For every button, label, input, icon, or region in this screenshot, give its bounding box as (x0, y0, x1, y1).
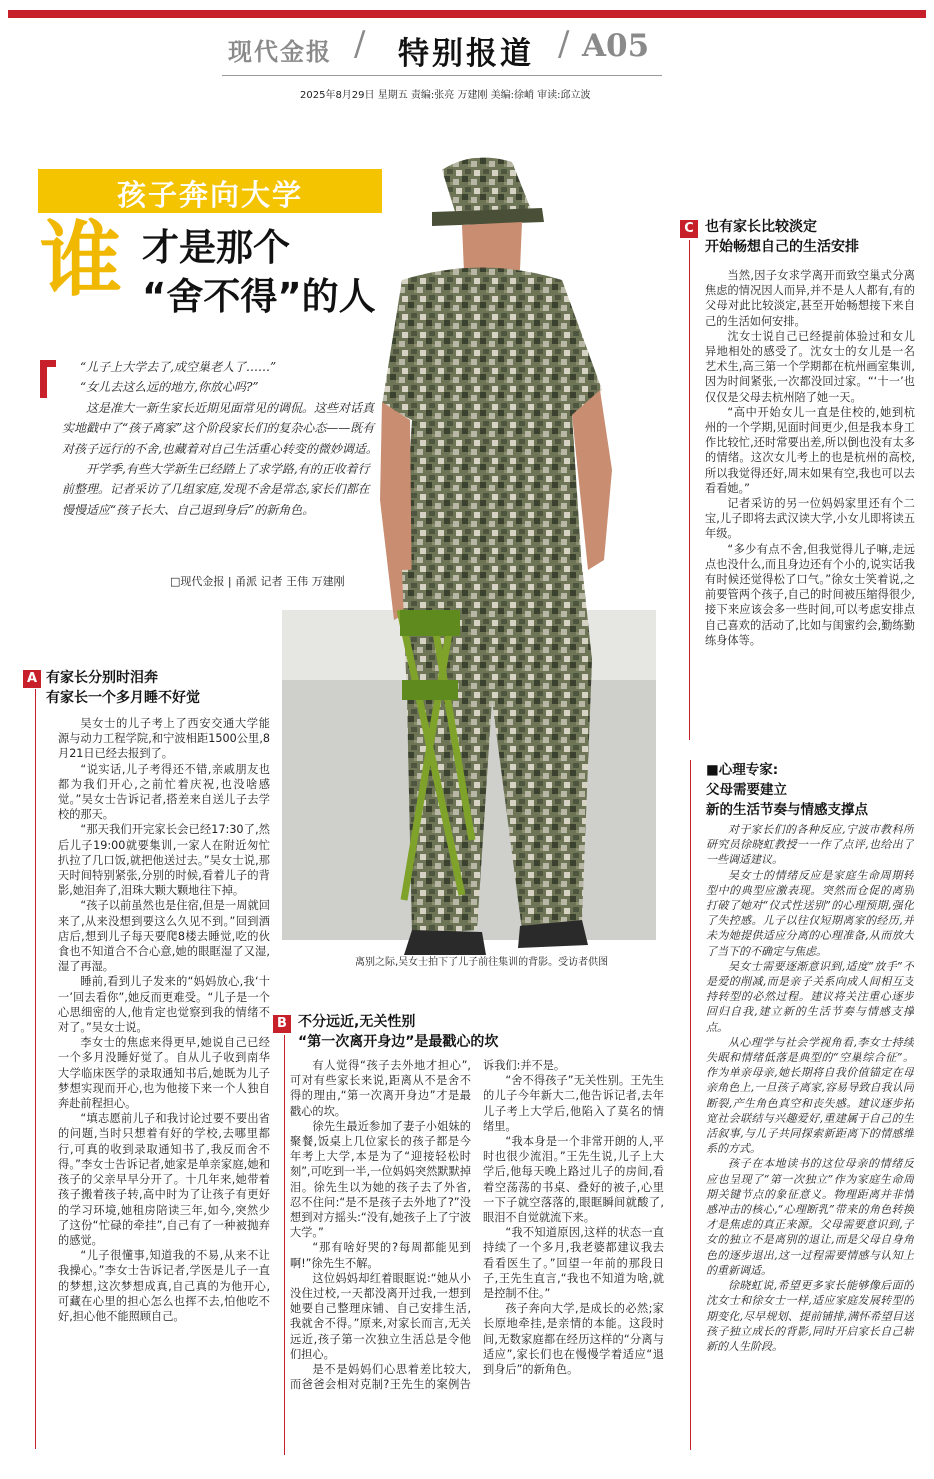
headline-line1: 才是那个 (142, 226, 290, 269)
masthead-divider: / (354, 24, 366, 64)
expert-rule (690, 760, 691, 1450)
expert-paragraph: 吴女士的情绪反应是家庭生命周期转型中的典型应激表现。突然而仓促的离别打破了她对“仪式性送别”的心理预期,强化了失控感。儿子以往仅短期离家的经历,并未为她提供适应分离的心理准备,从而放大了当下的不确定与焦虑。 (706, 868, 914, 958)
section-c-badge: C (680, 220, 698, 238)
section-b-title-line1: 不分远近,无关性别 (298, 1014, 416, 1030)
section-name: 特别报道 (398, 36, 534, 72)
section-c-title-line1: 也有家长比较淡定 (705, 219, 817, 235)
masthead-divider: / (558, 24, 570, 64)
section-a-paragraph: “说实话,儿子考得还不错,亲戚朋友也都为我们开心,之前忙着庆祝,也没啥感觉。”吴女士告诉记者,搭差来自送儿子去学校的那天。 (58, 762, 270, 822)
expert-title-line2: 父母需要建立 (706, 782, 787, 798)
section-b-paragraph: 孩子奔向大学,是成长的必然;家长原地牵挂,是亲情的本能。这段时间,无数家庭都在经历这样的“分离与适应”,家长们也在慢慢学着适应“退到身后”的新角色。 (483, 1302, 664, 1377)
masthead (0, 24, 934, 72)
section-b-badge: B (273, 1015, 291, 1033)
section-a-title-line1: 有家长分别时泪奔 (46, 670, 158, 686)
expert-title (706, 760, 868, 820)
section-c-paragraph: 当然,因子女求学离开而致空巢式分离焦虑的情况因人而异,并不是人人都有,有的父母对此比较淡定,甚至开始畅想接下来自己的生活如何安排。 (705, 269, 915, 328)
page-number: A05 (582, 28, 650, 64)
masthead-rule (222, 75, 662, 76)
expert-body (706, 822, 914, 1434)
section-b-paragraph: 是不是妈妈们心思着差比较大,而爸爸会相对克制?王先生的案例告诉我们:并不是。 (290, 1059, 566, 1392)
section-b-title (298, 1012, 498, 1052)
top-color-bar (8, 10, 926, 18)
expert-paragraph: 徐晓虹说,希望更多家长能够像后面的沈女士和徐女士一样,适应家庭发展转型的期变化,尽早规划、提前铺排,满怀希望目送孩子独立成长的背影,同时开启家长自己崭新的人生阶段。 (706, 1279, 914, 1353)
byline: □现代金报 | 甬派 记者 王伟 万建刚 (170, 575, 345, 588)
section-c-body (705, 268, 915, 728)
section-b-paragraph: “那有啥好哭的?每周都能见到啊!”徐先生不解。 (290, 1241, 471, 1270)
section-b-title-line2: “第一次离开身边”是最戳心的坎 (298, 1034, 499, 1050)
paper-name: 现代金报 (228, 37, 332, 66)
headline-kicker (38, 169, 382, 213)
section-b-paragraph: “我不知道原因,这样的状态一直持续了一个多月,我老婆都建议我去看看医生了。”回望一年前的那段日子,王先生直言,“我也不知道为啥,就是控制不住。” (483, 1226, 664, 1301)
section-b-paragraph: 这位妈妈却红着眼眶说:“她从小没住过校,一天都没离开过我,一想到她要自己整理床铺、自己安排生活,我就舍不得。”原来,对家长而言,无关远近,孩子第一次独立生活总是令他们担心。 (290, 1271, 471, 1361)
section-b-paragraph: “舍不得孩子”无关性别。王先生的儿子今年新大二,他告诉记者,去年儿子考上大学后,他陷入了莫名的情绪里。 (483, 1074, 664, 1133)
section-a-paragraph: 李女士的焦虑来得更早,她说自己已经一个多月没睡好觉了。自从儿子收到南华大学临床医学的录取通知书后,她既为儿子梦想实现而开心,也为他接下来一个人独自奔赴前程担心。 (58, 1036, 270, 1111)
kicker-text: 孩子奔向大学 (116, 178, 303, 212)
expert-paragraph: 吴女士需要逐渐意识到,适度“放手”不是爱的削减,而是亲子关系向成人间相互支持转型的必然过程。建议将关注重心逐步回归自我,建立新的生活节奏与情感支撑点。 (706, 959, 914, 1034)
section-b-paragraph: “我本身是一个非常开朗的人,平时也很少流泪。”王先生说,儿子上大学后,他每天晚上路过儿子的房间,看着空荡荡的书桌、叠好的被子,心里一下子就空落落的,眼眶瞬间就酸了,眼泪不自觉就流下来。 (483, 1135, 664, 1225)
section-a-badge: A (23, 670, 41, 688)
section-c-title-line2: 开始畅想自己的生活安排 (705, 239, 859, 255)
section-a-title (46, 668, 200, 708)
section-c-paragraph: 沈女士说自己已经提前体验过和女儿异地相处的感受了。沈女士的女儿是一名艺术生,高三第一个学期都在杭州画室集训,因为时间紧张,一次都没回过家。“‘十一’也仅仅是父母去杭州陪了她一天。 (705, 329, 915, 404)
section-a-paragraph: 吴女士的儿子考上了西安交通大学能源与动力工程学院,和宁波相距1500公里,8月21日已经去报到了。 (58, 717, 270, 761)
headline-line2: “舍不得”的人 (142, 275, 376, 318)
expert-paragraph: 从心理学与社会学视角看,李女士持续失眠和情绪低落是典型的“空巢综合征”。作为单亲母亲,她长期将自我价值锚定在母亲角色上,一旦孩子离家,容易导致自我认同断裂,产生角色真空和丧失感。建议逐步拓宽社会联结与兴趣爱好,重建属于自己的生活叙事,与儿子共同探索新距离下的情感维系的方式。 (706, 1035, 914, 1156)
section-a-paragraph: “儿子很懂事,知道我的不易,从来不让我操心。”李女士告诉记者,学医是儿子一直的梦想,这次梦想成真,自己真的为他开心,可藏在心里的担心怎么也挥不去,怕他吃不好,担心他不能照顾自己。 (58, 1249, 270, 1323)
section-a-paragraph: 睡前,看到儿子发来的“妈妈放心,我‘十一’回去看你”,她反而更难受。“儿子是一个心思细密的人,他肯定也觉察到我的情绪不对了。”吴女士说。 (58, 975, 270, 1035)
photo-caption: 离别之际,吴女士拍下了儿子前往集训的背影。受访者供图 (355, 957, 609, 968)
expert-title-line1: ■心理专家: (706, 762, 779, 778)
intro-paragraph: “儿子上大学去了,成空巢老人了……” (80, 360, 277, 374)
section-c-paragraph: 记者采访的另一位妈妈家里还有个二宝,儿子即将去武汉读大学,小女儿即将读五年级。 (705, 497, 915, 541)
quote-bracket (40, 360, 56, 398)
section-a-paragraph: “孩子以前虽然也是住宿,但是一周就回来了,从来没想到要这么久见不到。”回到酒店后,想到儿子每天要爬8楼去睡觉,吃的伙食也不知道合不合心意,她的眼眶湿了又湿,湿了再湿。 (58, 899, 270, 974)
section-b-paragraph: 有人觉得“孩子去外地才担心”,可对有些家长来说,距离从不是舍不得的理由,“第一次离开身边”才是最戳心的坎。 (290, 1059, 471, 1118)
section-c-title (705, 217, 859, 257)
expert-title-line3: 新的生活节奏与情感支撑点 (706, 802, 868, 818)
intro-paragraph: 开学季,有些大学新生已经踏上了求学路,有的正收着行前整理。记者采访了几组家庭,发现不舍是常态,家长们都在慢慢适应“孩子长大、自己退到身后”的新角色。 (62, 462, 370, 517)
section-a-rule (35, 689, 36, 1449)
section-c-paragraph: “高中开始女儿一直是住校的,她到杭州的一个学期,见面时间更少,但是我本身工作比较忙,还时常要出差,所以倒也没有太多的情绪。这次女儿考上的也是杭州的高校,所以我觉得还好,周末如果有空,我也可以去看看她。” (705, 405, 915, 495)
section-c-rule (689, 240, 690, 740)
intro-paragraph: “女儿去这么远的地方,你放心吗?” (80, 380, 259, 395)
photo-soldier-back (282, 140, 656, 985)
dateline: 2025年8月29日 星期五 责编:张亮 万建刚 美编:徐峭 审读:邱立波 (300, 90, 591, 101)
section-c-paragraph: “多少有点不舍,但我觉得儿子嘛,走远点也没什么,而且身边还有个小的,说实话我有时候还觉得松了口气。”徐女士笑着说,之前要管两个孩子,自己的时间被压缩得很少,接下来应该会多一些时间,可以考虑安排点自己喜欢的活动了,比如与闺蜜约会,勤练勤练身体等。 (705, 542, 915, 647)
section-a-paragraph: “填志愿前儿子和我讨论过要不要出省的问题,当时只想着有好的学校,去哪里都行,可真的收到录取通知书了,我反而舍不得。”李女士告诉记者,她家是单亲家庭,她和孩子的父亲早早分开了。十几年来,她带着孩子搬着孩子转,高中时为了让孩子有更好的学习环境,她租房陪读三年,如今,突然少了这份“忙碌的牵挂”,自己有了一种被抛弃的感觉。 (58, 1112, 270, 1247)
intro-paragraph: 这是准大一新生家长近期见面常见的调侃。这些对话真实地戳中了“孩子离家”这个阶段家长们的复杂心态——既有对孩子远行的不舍,也藏着对自己生活重心转变的微妙调适。 (62, 400, 378, 456)
expert-paragraph: 对于家长们的各种反应,宁波市教科所研究员徐晓虹教授一一作了点评,也给出了一些调适建议。 (706, 823, 914, 867)
section-a-body (58, 716, 270, 1436)
headline-big-char: 谁 (40, 213, 123, 308)
section-b-paragraph: 徐先生最近参加了妻子小姐妹的聚餐,饭桌上几位家长的孩子都是今年考上大学,本是为了“迎接轻松时刻”,可吃到一半,一位妈妈突然默默掉泪。徐先生以为她的孩子去了外省,忍不住问:“是不是孩子去外地了?”没想到对方摇头:“没有,她孩子上了宁波大学。” (290, 1119, 471, 1240)
intro-lead (62, 357, 378, 520)
section-b-rule (284, 1035, 285, 1455)
expert-paragraph: 孩子在本地读书的这位母亲的情绪反应也呈现了“第一次独立”作为家庭生命周期关键节点的象征意义。物理距离并非情感冲击的核心,“心理断乳”带来的角色转换才是焦虑的真正来源。父母需要意识到,子女的独立不是离别的退让,而是父母自身角色的逐步退出,这一过程需要情感与认知上的重新调适。 (706, 1157, 914, 1277)
section-b-body (290, 1058, 664, 1458)
section-a-title-line2: 有家长一个多月睡不好觉 (46, 690, 200, 706)
section-a-paragraph: “那天我们开完家长会已经17:30了,然后儿子19:00就要集训,一家人在附近匆忙扒拉了几口饭,就把他送过去。”吴女士说,那天时间特别紧张,分别的时候,看着儿子的背影,她泪奔了,泪珠大颗大颗地往下掉。 (58, 823, 270, 898)
